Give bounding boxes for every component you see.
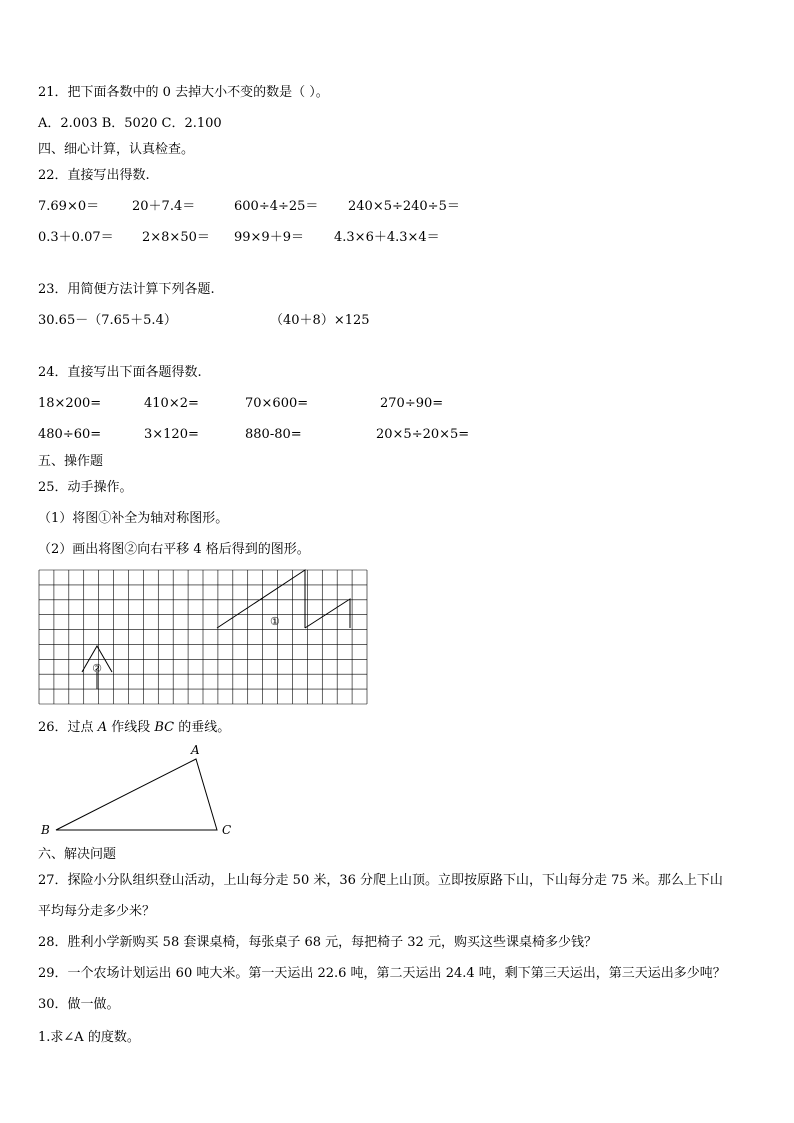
section6-heading: 六、解决问题	[38, 847, 117, 862]
q21-stem: 21．把下面各数中的 0 去掉大小不变的数是（ ）。	[38, 85, 329, 100]
q26-stem-suffix: 的垂线。	[174, 720, 231, 735]
q24-r2-c1: 480÷60=	[38, 427, 102, 442]
q24-r2-c4: 20×5÷20×5=	[376, 427, 470, 442]
section4-heading: 四、细心计算，认真检查。	[38, 142, 195, 157]
q27-line2: 平均每分走多少米？	[38, 904, 156, 919]
grid-figure	[38, 569, 368, 705]
q24-r1-c1: 18×200=	[38, 396, 102, 411]
label-a: A	[191, 743, 200, 757]
q22-r2-c4: 4.3×6＋4.3×4＝	[334, 230, 440, 245]
q25-sub2: （2）画出将图②向右平移 4 格后得到的图形。	[38, 542, 310, 557]
q21-options: A．2.003 B．5020 C．2.100	[38, 116, 222, 131]
shape-2-label: ②	[92, 662, 102, 675]
label-b: B	[41, 823, 50, 837]
section5-heading: 五、操作题	[38, 454, 104, 469]
shape-1-small-triangle	[305, 599, 350, 628]
q22-r2-c3: 99×9＋9＝	[234, 230, 304, 245]
q26-segment: BC	[154, 720, 175, 735]
q26-stem-prefix: 26．过点	[38, 720, 98, 735]
q23-item1: 30.65－（7.65＋5.4）	[38, 313, 177, 328]
q29-text: 29．一个农场计划运出 60 吨大米。第一天运出 22.6 吨，第二天运出 24.4 吨，剩下第三天运出，第三天运出多少吨？	[38, 966, 726, 981]
label-c: C	[222, 823, 232, 837]
q24-r2-c2: 3×120=	[144, 427, 199, 442]
q30-sub1: 1.求∠A 的度数。	[38, 1030, 140, 1045]
q24-r1-c4: 270÷90=	[380, 396, 444, 411]
q25-sub1: （1）将图①补全为轴对称图形。	[38, 511, 229, 526]
q27-line1: 27．探险小分队组织登山活动，上山每分走 50 米，36 分爬上山顶。立即按原路下山，下山每分走 75 米。那么上下山	[38, 873, 723, 888]
q24-r1-c2: 410×2=	[144, 396, 199, 411]
q30-stem: 30．做一做。	[38, 997, 120, 1012]
q23-item2: （40＋8）×125	[270, 313, 370, 328]
q24-stem: 24．直接写出下面各题得数.	[38, 365, 202, 380]
q24-r1-c3: 70×600=	[245, 396, 309, 411]
q25-stem: 25．动手操作。	[38, 480, 133, 495]
shape-1-large-triangle	[217, 570, 305, 628]
q22-r2-c1: 0.3＋0.07＝	[38, 230, 114, 245]
q22-r2-c2: 2×8×50＝	[142, 230, 210, 245]
q22-stem: 22．直接写出得数.	[38, 168, 150, 183]
q28-text: 28．胜利小学新购买 58 套课桌椅，每张桌子 68 元，每把椅子 32 元，购买这些课桌椅多少钱？	[38, 935, 597, 950]
q26-point: A	[97, 720, 108, 735]
q22-r1-c4: 240×5÷240÷5＝	[348, 199, 460, 214]
triangle-abc-shape	[56, 759, 217, 830]
q26-stem	[38, 720, 230, 736]
q26-stem-mid: 作线段	[107, 720, 155, 735]
q22-r1-c3: 600÷4÷25＝	[234, 199, 319, 214]
shape-1-label: ①	[270, 615, 280, 628]
q24-r2-c3: 880-80=	[245, 427, 302, 442]
q23-stem: 23．用简便方法计算下列各题.	[38, 282, 215, 297]
q22-r1-c1: 7.69×0＝	[38, 199, 100, 214]
q22-r1-c2: 20＋7.4＝	[132, 199, 196, 214]
triangle-abc	[38, 742, 248, 840]
